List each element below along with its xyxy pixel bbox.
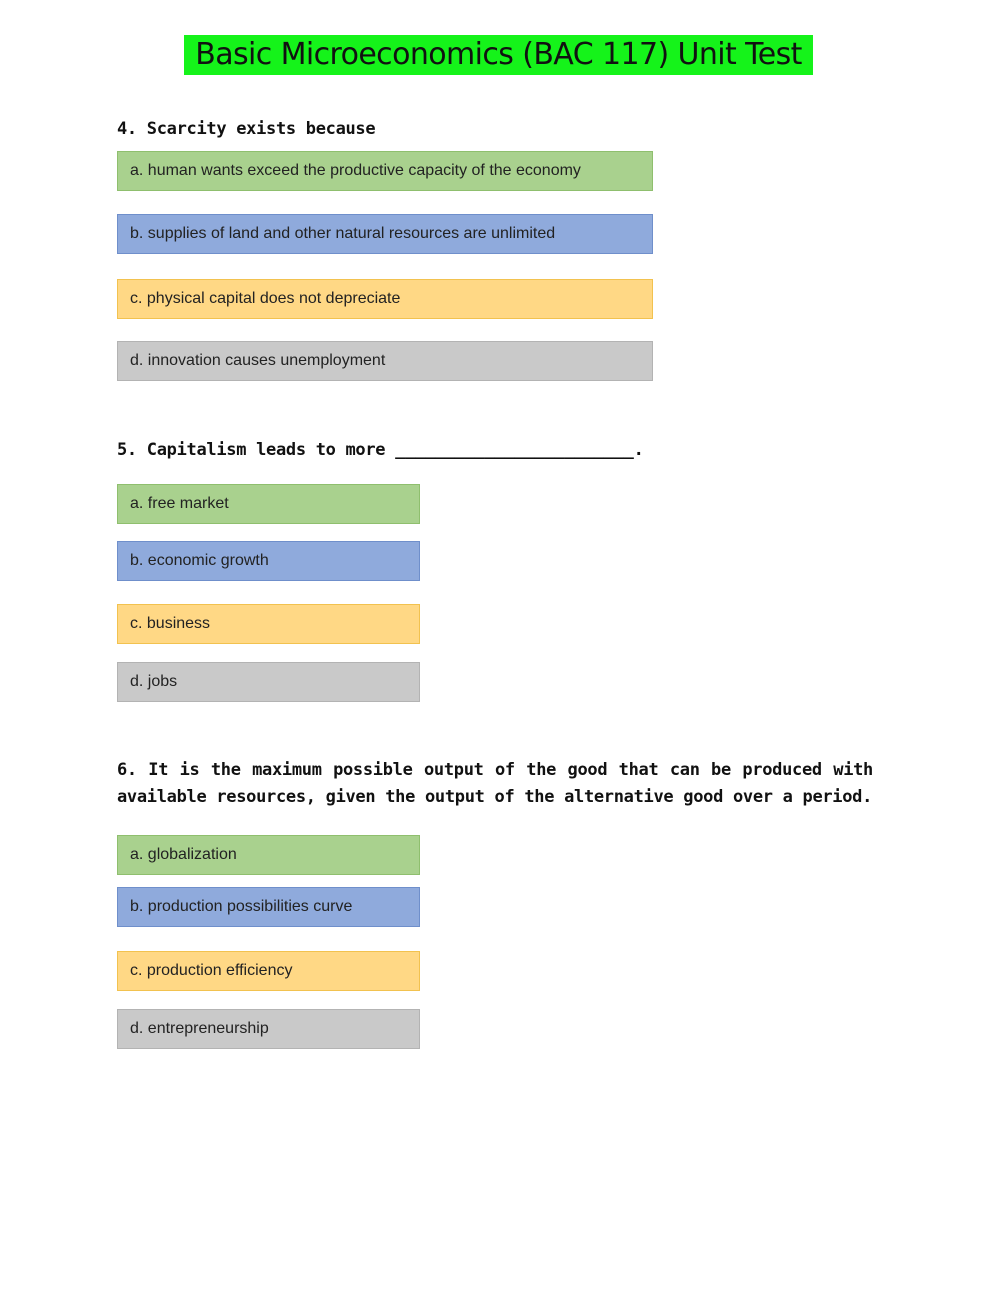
question-5-text: 5. Capitalism leads to more ________________________. <box>117 440 644 460</box>
question-4-option-d[interactable]: d. innovation causes unemployment <box>117 341 653 381</box>
question-6-option-d[interactable]: d. entrepreneurship <box>117 1009 420 1049</box>
page-title: Basic Microeconomics (BAC 117) Unit Test <box>184 35 813 75</box>
question-4-text: 4. Scarcity exists because <box>117 119 376 139</box>
question-5-option-d[interactable]: d. jobs <box>117 662 420 702</box>
question-4-option-c[interactable]: c. physical capital does not depreciate <box>117 279 653 319</box>
question-6-option-b[interactable]: b. production possibilities curve <box>117 887 420 927</box>
question-5-option-a[interactable]: a. free market <box>117 484 420 524</box>
question-5-option-b[interactable]: b. economic growth <box>117 541 420 581</box>
question-6-option-c[interactable]: c. production efficiency <box>117 951 420 991</box>
question-6-option-a[interactable]: a. globalization <box>117 835 420 875</box>
question-4-option-a[interactable]: a. human wants exceed the productive capacity of the economy <box>117 151 653 191</box>
question-4-option-b[interactable]: b. supplies of land and other natural resources are unlimited <box>117 214 653 254</box>
question-5-option-c[interactable]: c. business <box>117 604 420 644</box>
question-6-text: 6. It is the maximum possible output of the good that can be produced with available resources, given the output of the alternative good over a period. <box>117 760 873 807</box>
